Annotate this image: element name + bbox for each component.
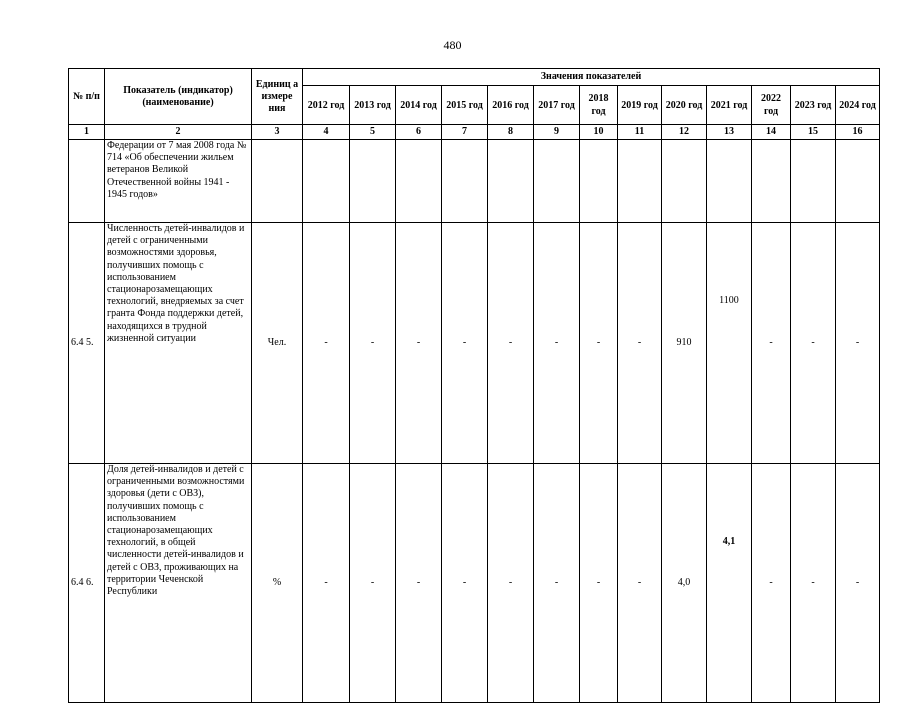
value-cell: -	[396, 464, 442, 703]
unit-cell: Чел.	[252, 223, 303, 464]
value-cell: 910	[662, 223, 707, 464]
unit-cell: %	[252, 464, 303, 703]
value-cell	[534, 140, 580, 223]
table-row	[69, 464, 880, 703]
header-year: 2019 год	[618, 86, 662, 125]
value-cell	[618, 140, 662, 223]
value-cell: -	[791, 223, 836, 464]
value-cell: -	[618, 223, 662, 464]
value-cell: -	[752, 464, 791, 703]
unit-cell	[252, 140, 303, 223]
header-unit: Единиц а измере ния	[252, 69, 303, 125]
column-number: 5	[350, 125, 396, 140]
value-cell: -	[618, 464, 662, 703]
column-number-row	[69, 125, 880, 140]
value-cell: -	[752, 223, 791, 464]
column-number: 11	[618, 125, 662, 140]
column-number: 13	[707, 125, 752, 140]
header-year: 2022 год	[752, 86, 791, 125]
header-indicator: Показатель (индикатор) (наименование)	[105, 69, 252, 125]
column-number: 2	[105, 125, 252, 140]
value-cell	[662, 140, 707, 223]
header-year: 2016 год	[488, 86, 534, 125]
column-number: 9	[534, 125, 580, 140]
value-cell	[442, 140, 488, 223]
value-cell: -	[396, 223, 442, 464]
value-cell: -	[791, 464, 836, 703]
row-number: 6.4 6.	[69, 464, 105, 703]
header-values: Значения показателей	[303, 69, 880, 86]
indicator-name: Доля детей-инвалидов и детей с ограниченными возможностями здоровья (дети с ОВЗ), получивших помощь с использованием стационарозамещающих технологий, в общей численности детей-инвалидов и детей с ОВЗ, проживающих на территории Чеченской Республики	[105, 464, 252, 703]
value-cell: -	[442, 464, 488, 703]
value-cell	[303, 140, 350, 223]
header-year: 2013 год	[350, 86, 396, 125]
value-cell	[350, 140, 396, 223]
value-cell: -	[303, 464, 350, 703]
value-cell	[752, 140, 791, 223]
column-number: 15	[791, 125, 836, 140]
header-year: 2015 год	[442, 86, 488, 125]
column-number: 3	[252, 125, 303, 140]
value-cell: -	[580, 464, 618, 703]
value-cell: 4,0	[662, 464, 707, 703]
header-year: 2020 год	[662, 86, 707, 125]
row-number: 6.4 5.	[69, 223, 105, 464]
value-cell: -	[534, 223, 580, 464]
value-cell: -	[580, 223, 618, 464]
value-cell: -	[442, 223, 488, 464]
header-no: № п/п	[69, 69, 105, 125]
value-cell: -	[488, 464, 534, 703]
value-cell: -	[836, 223, 880, 464]
table-row	[69, 223, 880, 464]
row-number	[69, 140, 105, 223]
header-year: 2018 год	[580, 86, 618, 125]
value-cell: -	[836, 464, 880, 703]
value-cell	[488, 140, 534, 223]
column-number: 14	[752, 125, 791, 140]
indicator-name: Численность детей-инвалидов и детей с ограниченными возможностями здоровья, получивших помощь с использованием стационарозамещающих технологий, внедряемых за счет гранта Фонда поддержки детей, находящихся в трудной жизненной ситуации	[105, 223, 252, 464]
column-number: 10	[580, 125, 618, 140]
column-number: 4	[303, 125, 350, 140]
header-year: 2024 год	[836, 86, 880, 125]
header-year: 2014 год	[396, 86, 442, 125]
value-cell: -	[350, 223, 396, 464]
table-row	[69, 140, 880, 223]
page-number: 480	[443, 38, 462, 52]
value-cell	[707, 140, 752, 223]
header-year: 2021 год	[707, 86, 752, 125]
value-cell: -	[534, 464, 580, 703]
header-year: 2012 год	[303, 86, 350, 125]
value-cell: -	[350, 464, 396, 703]
header-year: 2017 год	[534, 86, 580, 125]
value-cell	[836, 140, 880, 223]
value-cell: -	[303, 223, 350, 464]
value-cell	[396, 140, 442, 223]
value-cell: 4,1	[707, 464, 752, 703]
column-number: 12	[662, 125, 707, 140]
value-cell	[580, 140, 618, 223]
column-number: 1	[69, 125, 105, 140]
column-number: 8	[488, 125, 534, 140]
indicator-name: Федерации от 7 мая 2008 года № 714 «Об обеспечении жильем ветеранов Великой Отечественной войны 1941 - 1945 годов»	[105, 140, 252, 223]
column-number: 7	[442, 125, 488, 140]
value-cell	[791, 140, 836, 223]
column-number: 6	[396, 125, 442, 140]
indicators-table	[68, 68, 880, 703]
value-cell: 1100	[707, 223, 752, 464]
column-number: 16	[836, 125, 880, 140]
value-cell: -	[488, 223, 534, 464]
header-year: 2023 год	[791, 86, 836, 125]
